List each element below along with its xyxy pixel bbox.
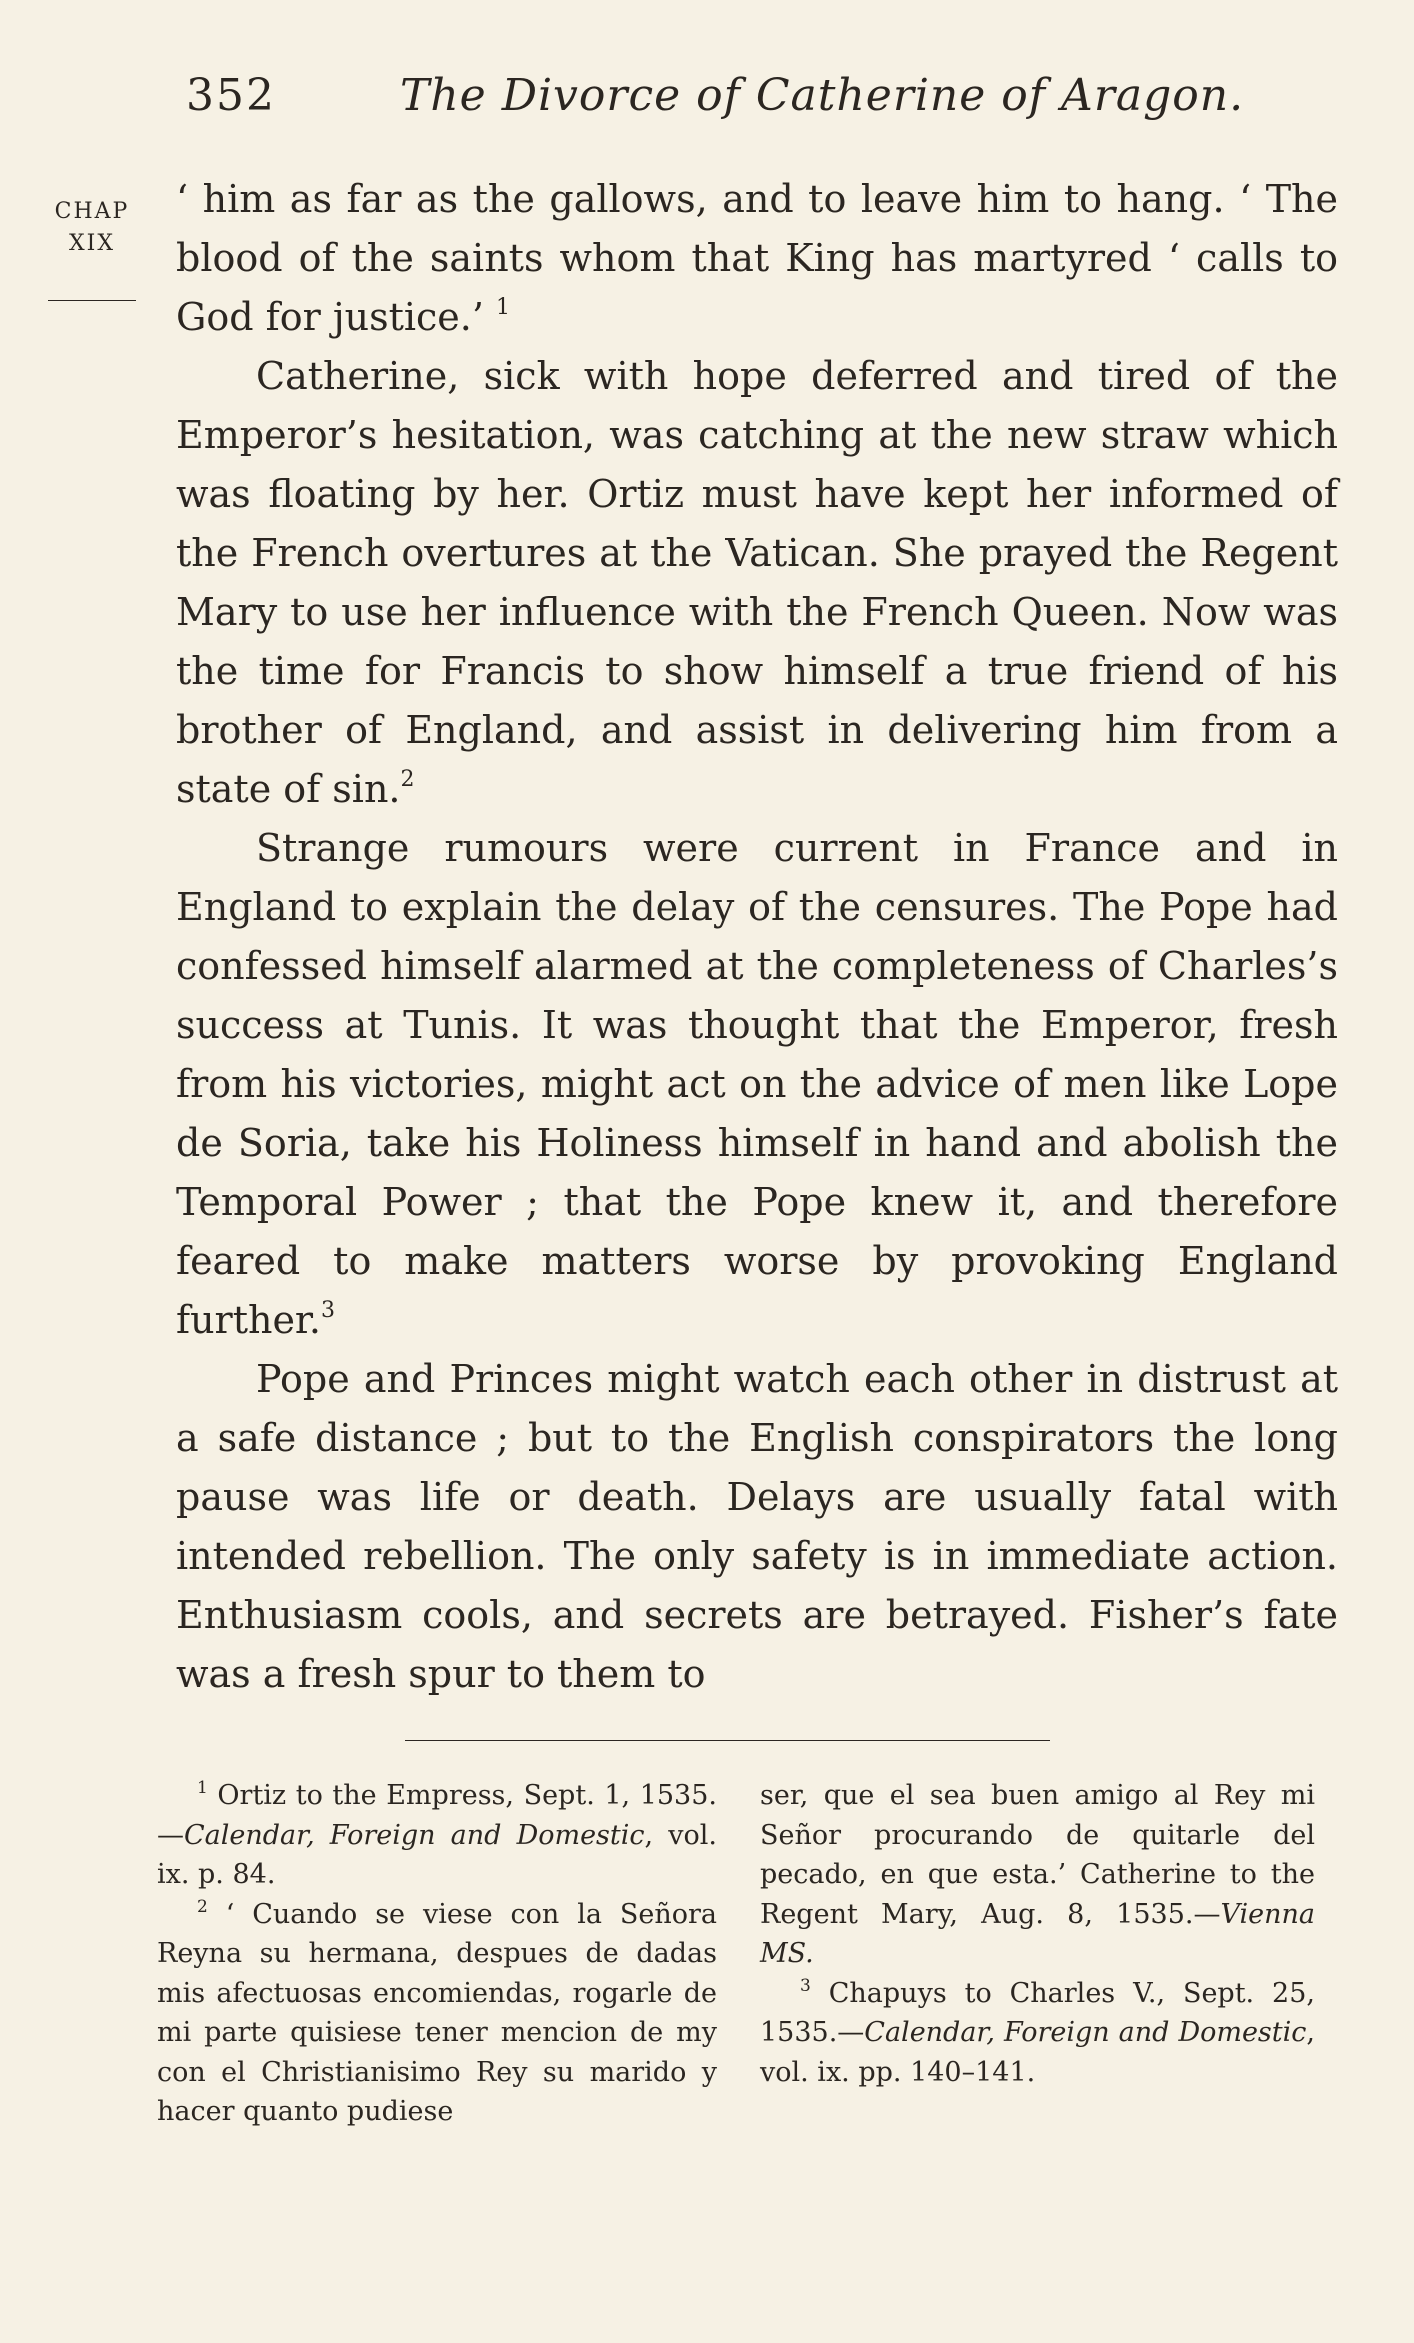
chapter-number: XIX bbox=[68, 231, 115, 256]
footnote-ref: 2 bbox=[400, 767, 415, 792]
running-title: The Divorce of Catherine of Aragon. bbox=[400, 70, 1245, 121]
page-header bbox=[186, 70, 1336, 130]
footnote-1: $^1$ Ortiz to the Empress, Sept. 1, 1535.—Calendar, Foreign and Domestic, vol. ix. p. 84. bbox=[157, 1778, 717, 1890]
source-title: Vienna MS. bbox=[760, 1898, 1315, 1969]
page-number: 352 bbox=[186, 70, 276, 121]
footnote-2: $^2$ ‘ Cuando se viese con la Señora Reyna su hermana, despues de dadas mis afectuosas encomiendas, rogarle de mi parte quisiese tener mencion de my con el Christianisimo Rey su marido y hacer quanto pudiese bbox=[157, 1896, 717, 2127]
paragraph: Strange rumours were current in France and in England to explain the delay of the censures. The Pope had confessed himself alarmed at the completeness of Charles’s success at Tunis. It was thought that the Emperor, fresh from his victories, might act on the advice of men like Lope de Soria, take his Holiness himself in hand and abolish the Temporal Power ; that the Pope knew it, and therefore feared to make matters worse by provoking England further.$^3$ bbox=[176, 826, 1338, 1342]
paragraph: Pope and Princes might watch each other in distrust at a safe distance ; but to the English conspirators the long pause was life or death. Delays are usually fatal with intended rebellion. The only safety is in immediate action. Enthusiasm cools, and secrets are betrayed. Fisher’s fate was a fresh spur to them to bbox=[176, 1357, 1338, 1696]
body-text bbox=[176, 170, 1338, 1704]
chapter-margin-note bbox=[48, 196, 136, 301]
footnote-2-continued: ser, que el sea buen amigo al Rey mi Señor procurando de quitarle del pecado, en que esta.’ Catherine to the Regent Mary, Aug. 8, 1535.—Vienna MS. bbox=[760, 1780, 1315, 1969]
footnote-mark: 3 bbox=[800, 1975, 811, 1996]
footnote-mark: 2 bbox=[197, 1896, 208, 1917]
footnote-ref: 3 bbox=[321, 1298, 336, 1323]
footnote-ref: 1 bbox=[496, 295, 511, 320]
footnote-mark: 1 bbox=[197, 1778, 208, 1798]
footnote-divider bbox=[405, 1740, 1050, 1741]
paragraph: Catherine, sick with hope deferred and tired of the Emperor’s hesitation, was catching at the new straw which was floating by her. Ortiz must have kept her informed of the French overtures at the Vatican. She prayed the Regent Mary to use her influence with the French Queen. Now was the time for Francis to show himself a true friend of his brother of England, and assist in delivering him from a state of sin.$^2$ bbox=[176, 354, 1338, 811]
paragraph: ‘ him as far as the gallows, and to leave him to hang. ‘ The blood of the saints whom that King has martyred ‘ calls to God for justice.’ $^1$ bbox=[176, 177, 1338, 339]
margin-rule bbox=[48, 300, 136, 301]
chapter-label: CHAP bbox=[54, 199, 130, 224]
footnotes-left-column bbox=[157, 1776, 717, 2132]
source-title: Calendar, Foreign and Domestic bbox=[864, 2017, 1307, 2048]
footnotes-right-column bbox=[760, 1776, 1315, 2092]
footnote-3: $^3$ Chapuys to Charles V., Sept. 25, 1535.—Calendar, Foreign and Domestic, vol. ix. pp. 140–141. bbox=[760, 1975, 1315, 2088]
source-title: Calendar, Foreign and Domestic bbox=[184, 1819, 645, 1851]
